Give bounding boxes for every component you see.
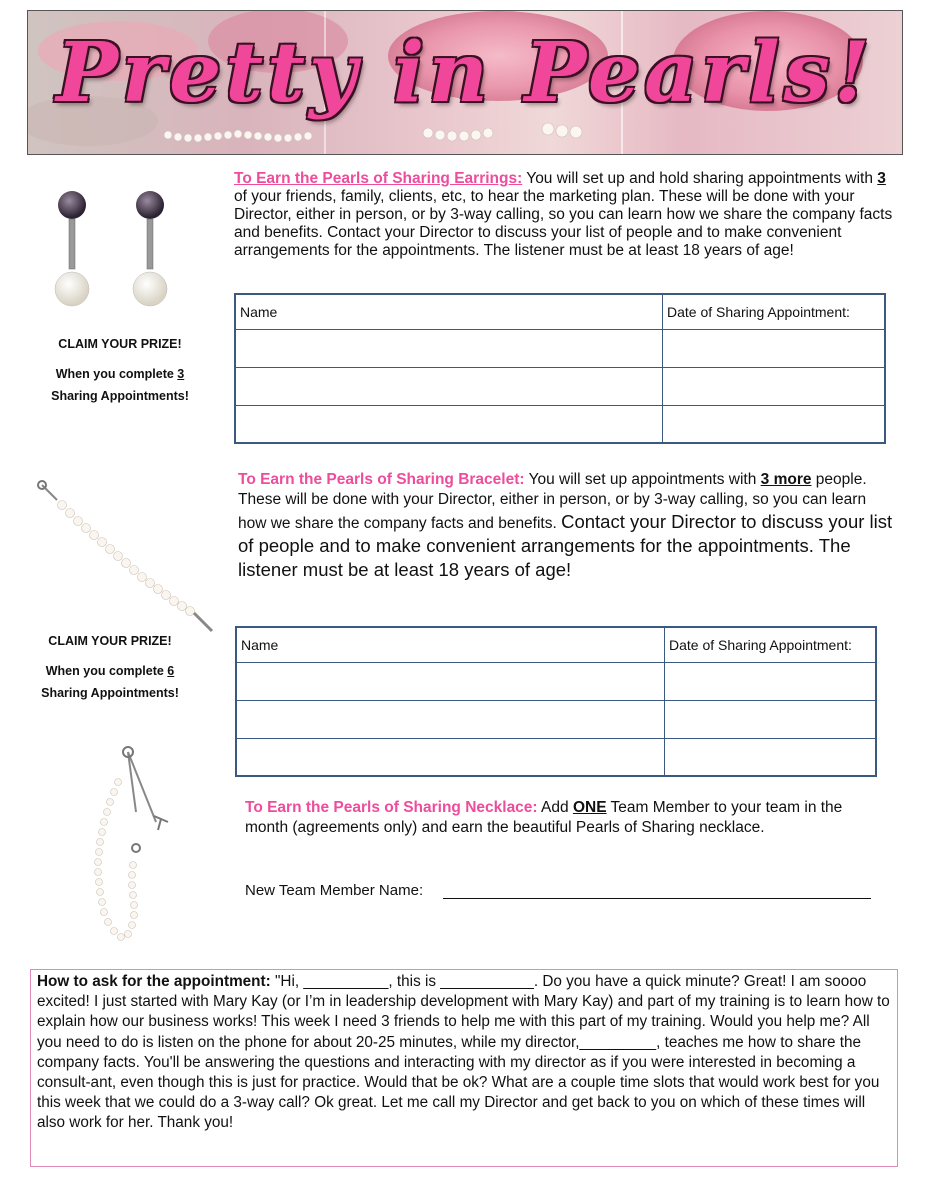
how-to-ask-box [30,969,898,1167]
claim-requirement-line2: Sharing Appointments! [41,686,179,700]
claim-requirement-line2: Sharing Appointments! [51,389,189,403]
earrings-heading: To Earn the Pearls of Sharing Earrings: [234,170,523,187]
how-to-ask-script: "Hi, __________, this is ___________. Do you have a quick minute? Great! I am soooo excited! I just started with Mary Kay (or I’m in leadership development with Mary Kay) and part of my training is to learn how to explain how our business works! This week I need 3 friends to help me with this part of my training. Would you help me? All you need to do is listen on the phone for about 20-25 minutes, while my director,_________, teaches me how to share the company facts. You'll be answering the questions and interacting with my director as if you were interested in becoming a consult-ant, even though this is just for practice. Would that be ok? What are a couple time slots that would work best for you this week that we could do a 3-way call? Ok great. Let me call my Director and get back to you on which of these times will also work for her. Thank you! [37,973,890,1132]
earrings-appointment-table [234,293,886,444]
pearl-necklace-image [88,742,178,952]
claim-prize-bracelet [20,630,200,704]
date-cell[interactable] [665,738,877,776]
date-column-header: Date of Sharing Appointment: [663,294,886,329]
date-column-header: Date of Sharing Appointment: [665,627,877,662]
date-cell[interactable] [663,367,886,405]
claim-title: CLAIM YOUR PRIZE! [58,337,182,351]
bracelet-paragraph: To Earn the Pearls of Sharing Bracelet: You will set up appointments with 3 more people. These will be done with your Director, either in person, or by 3-way calling, so you can learn how we share the company facts and benefits. Contact your Director to discuss your list of people and to make convenient arrangements for the appointments. The listener must be at least 18 years of age! [238,471,893,580]
name-cell[interactable] [235,405,663,443]
name-column-header: Name [236,627,665,662]
how-to-ask-heading: How to ask for the appointment: [37,973,271,990]
claim-prize-earrings [30,333,210,407]
name-column-header: Name [235,294,663,329]
date-cell[interactable] [663,405,886,443]
name-cell[interactable] [236,662,665,700]
name-cell[interactable] [236,700,665,738]
bracelet-heading: To Earn the Pearls of Sharing Bracelet: [238,471,525,488]
name-cell[interactable] [235,329,663,367]
necklace-heading: To Earn the Pearls of Sharing Necklace: [245,799,538,816]
banner-title: Pretty in Pearls! [56,25,874,121]
bracelet-appointment-table [235,626,877,777]
date-cell[interactable] [663,329,886,367]
claim-requirement: When you complete 6 [45,664,175,678]
claim-requirement: When you complete 3 [55,367,185,381]
claim-count: 3 [177,367,185,381]
name-cell[interactable] [236,738,665,776]
earrings-paragraph: To Earn the Pearls of Sharing Earrings: You will set up and hold sharing appointments with 3 of your friends, family, clients, etc, to hear the marketing plan. These will be done with your Director, either in person, or by 3-way calling, so you can learn how we share the company facts and benefits. Contact your Director to discuss your list of people and to make convenient arrangements for the appointments. The listener must be at least 18 years of age! [234,170,893,259]
name-cell[interactable] [235,367,663,405]
bracelet-count: 3 more [760,471,812,488]
claim-title: CLAIM YOUR PRIZE! [48,634,172,648]
necklace-count: ONE [572,799,607,816]
new-team-member-input[interactable] [443,898,871,899]
necklace-paragraph: To Earn the Pearls of Sharing Necklace: Add ONE Team Member to your team in the month (agreements only) and earn the beautiful Pearls of Sharing necklace. [245,799,843,836]
earrings-count: 3 [877,170,886,187]
claim-count: 6 [167,664,175,678]
header-banner [27,10,903,155]
pearl-earrings-image [50,185,180,310]
date-cell[interactable] [665,662,877,700]
new-team-member-label: New Team Member Name: [245,882,424,899]
pearl-bracelet-image [32,475,222,640]
date-cell[interactable] [665,700,877,738]
